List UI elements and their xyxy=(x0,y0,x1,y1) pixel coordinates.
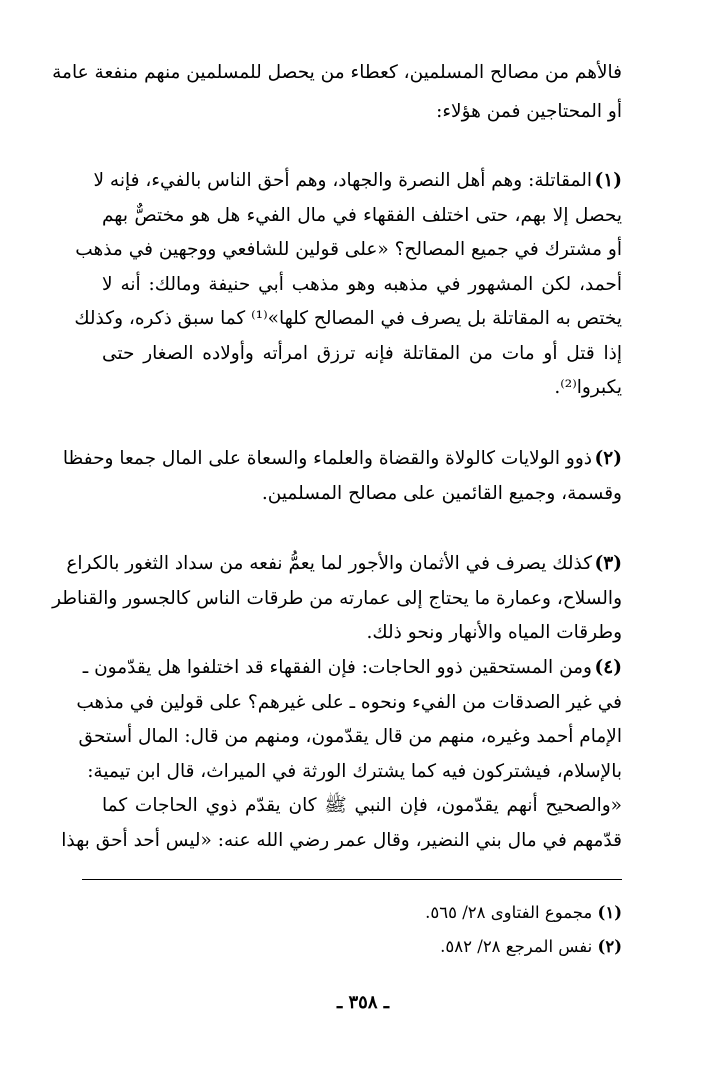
intro-line: أو المحتاجين فمن هؤلاء: xyxy=(436,101,622,122)
item-1-line: أو مشترك في جميع المصالح؟ «على قولين للشافعي ووجهين في مذهب xyxy=(75,239,622,260)
item-2-line: وقسمة، وجميع القائمين على مصالح المسلمين. xyxy=(261,483,622,504)
item-2-line: ذوو الولايات كالولاة والقضاة والعلماء والسعاة على المال جمعا وحفظا xyxy=(62,448,592,469)
item-4-line: «والصحيح أنهم يقدّمون، فإن النبي ﷺ كان يقدّم ذوي الحاجات كما xyxy=(102,795,622,816)
item-1-line: إذا قتل أو مات من المقاتلة فإنه ترزق امرأته وأولاده الصغار حتى xyxy=(102,343,622,364)
item-marker: (٤) xyxy=(594,657,622,678)
item-3-line: كذلك يصرف في الأثمان والأجور لما يعمُّ نفعه من سداد الثغور بالكراع xyxy=(66,553,592,574)
item-4-line: في غير الصدقات من الفيء ونحوه ـ على غيرهم؟ على قولين في مذهب xyxy=(76,692,622,713)
item-1-line: يختص به المقاتلة بل يصرف في المصالح كلها»⁽¹⁾ كما سبق ذكره، وكذلك xyxy=(74,308,622,329)
item-marker: (٢) xyxy=(594,448,622,469)
item-1-line: يحصل إلا بهم، حتى اختلف الفقهاء في مال الفيء هل هو مختصٌّ بهم xyxy=(102,205,622,226)
item-4-line: بالإسلام، فيشتركون فيه كما يشترك الورثة في الميراث، قال ابن تيمية: xyxy=(87,761,622,782)
item-4-line: ومن المستحقين ذوو الحاجات: فإن الفقهاء قد اختلفوا هل يقدّمون ـ xyxy=(82,657,592,678)
footnote-text: مجموع الفتاوى ٢٨/ ٥٦٥. xyxy=(425,903,593,922)
footnote xyxy=(440,935,622,959)
footnote xyxy=(425,901,622,925)
item-marker: (١) xyxy=(594,170,622,191)
intro-line: فالأهم من مصالح المسلمين، كعطاء من يحصل للمسلمين منهم منفعة عامة xyxy=(52,62,622,83)
footnote-text: نفس المرجع ٢٨/ ٥٨٢. xyxy=(440,937,593,956)
item-4-line: الإمام أحمد وغيره، منهم من قال يقدّمون، ومنهم من قال: المال أستحق xyxy=(78,726,622,747)
footnote-divider xyxy=(82,879,622,880)
item-4-line: قدّمهم في مال بني النضير، وقال عمر رضي الله عنه: «ليس أحد أحق بهذا xyxy=(61,830,622,851)
item-3-line: والسلاح، وعمارة ما يحتاج إلى عمارته من طرقات الناس كالجسور والقناطر xyxy=(52,588,622,609)
page-number: ـ ٣٥٨ ـ xyxy=(336,992,390,1013)
footnote-number: (٢) xyxy=(597,937,622,956)
item-1-line: يكبروا⁽²⁾. xyxy=(554,377,622,398)
item-1-line: أحمد، لكن المشهور في مذهبه وهو مذهب أبي حنيفة ومالك: أنه لا xyxy=(102,274,622,295)
item-1-line: المقاتلة: وهم أهل النصرة والجهاد، وهم أحق الناس بالفيء، فإنه لا xyxy=(93,170,592,191)
item-3-line: وطرقات المياه والأنهار ونحو ذلك. xyxy=(366,622,622,643)
footnote-number: (١) xyxy=(597,903,622,922)
item-marker: (٣) xyxy=(594,553,622,574)
